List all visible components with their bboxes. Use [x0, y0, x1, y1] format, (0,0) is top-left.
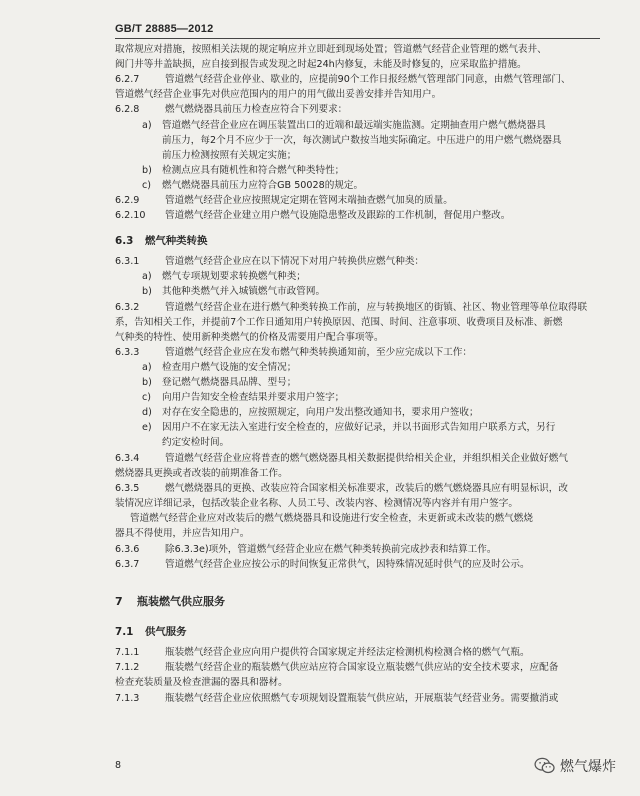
list-item-c: c) 燃气燃烧器具前压力应符合GB 50028的规定。 — [142, 180, 364, 191]
section-7-heading: 7 瓶装燃气供应服务 — [115, 595, 225, 608]
clause-6-3-2: 6.3.2 管道燃气经营企业在进行燃气种类转换工作前，应与转换地区的街镇、社区、物业管理等单位取得联 — [115, 302, 588, 313]
watermark-text: 燃气爆炸 — [560, 759, 616, 775]
text-line: 系，告知相关工作，并提前7个工作日通知用户转换原因、范围、时间、注意事项、收费项目及标准、新燃 — [115, 317, 563, 328]
page-number: 8 — [115, 760, 122, 771]
list-item-a: a) 管道燃气经营企业应在调压装置出口的近端和最远端实施监测。定期抽查用户燃气燃烧器具 — [142, 120, 546, 131]
clause-6-3-6: 6.3.6 除6.3.3e)项外，管道燃气经营企业应在燃气种类转换前完成抄表和结算工作。 — [115, 544, 497, 555]
clause-6-3-3: 6.3.3 管道燃气经营企业应在发布燃气种类转换通知前，至少应完成以下工作： — [115, 347, 472, 358]
standard-code: GB/T 28885—2012 — [115, 23, 214, 35]
text-line: 气种类的特性、使用新种类燃气的价格及需要用户配合事项等。 — [115, 332, 384, 343]
list-item-b: b) 登记燃气燃烧器具品牌、型号； — [142, 377, 297, 388]
wechat-icon — [534, 757, 556, 775]
clause-7-1-1: 7.1.1 瓶装燃气经营企业应向用户提供符合国家规定并经法定检测机构检测合格的燃气气瓶。 — [115, 647, 530, 658]
clause-6-2-10: 6.2.10 管道燃气经营企业建立用户燃气设施隐患整改及跟踪的工作机制，督促用户整改。 — [115, 210, 511, 221]
text-line: 装情况应详细记录，包括改装企业名称、人员工号、改装内容、检测情况等内容并有用户签字。 — [115, 498, 518, 509]
watermark — [534, 756, 616, 776]
clause-7-1-2: 7.1.2 瓶装燃气经营企业的瓶装燃气供应站应符合国家设立瓶装燃气供应站的安全技术要求，应配备 — [115, 662, 559, 673]
text-line: 前压力，每2个月不应少于一次，每次测试户数按当地实际确定。中压进户的用户燃气燃烧器具 — [162, 135, 562, 146]
clause-6-2-9: 6.2.9 管道燃气经营企业应按照规定定期在管网末端抽查燃气加臭的质量。 — [115, 195, 453, 206]
text-line: 管道燃气经营企业应对改装后的燃气燃烧器具和设施进行安全检查，未更新或未改装的燃气燃烧 — [130, 513, 533, 524]
header-rule — [115, 38, 600, 39]
text-line: 取常规应对措施，按照相关法规的规定响应并立即赶到现场处置；管道燃气经营企业管理的燃气表井、 — [115, 44, 547, 55]
text-line: 检查充装质量及检查泄漏的器具和器材。 — [115, 677, 288, 688]
clause-6-3-4: 6.3.4 管道燃气经营企业应将普查的燃气燃烧器具相关数据提供给相关企业，并组织相关企业做好燃气 — [115, 453, 568, 464]
text-line: 前压力检测按照有关规定实施； — [162, 150, 297, 161]
text-line: 器具不得使用，并应告知用户。 — [115, 528, 250, 539]
clause-6-3-1: 6.3.1 管道燃气经营企业应在以下情况下对用户转换供应燃气种类： — [115, 256, 425, 267]
clause-6-3-7: 6.3.7 管道燃气经营企业应按公示的时间恢复正常供气，因特殊情况延时供气的应及时公示。 — [115, 559, 530, 570]
section-7-1-heading: 7.1 供气服务 — [115, 626, 187, 638]
clause-6-2-8: 6.2.8 燃气燃烧器具前压力检查应符合下列要求： — [115, 104, 348, 115]
list-item-a: a) 燃气专项规划要求转换燃气种类； — [142, 271, 306, 282]
list-item-a: a) 检查用户燃气设施的安全情况； — [142, 362, 297, 373]
list-item-b: b) 检测点应具有随机性和符合燃气种类特性； — [142, 165, 345, 176]
list-item-b: b) 其他种类燃气并入城镇燃气市政管网。 — [142, 286, 326, 297]
clause-7-1-3: 7.1.3 瓶装燃气经营企业应依照燃气专项规划设置瓶装气供应站，开展瓶装气经营业务。需要撤消或 — [115, 693, 559, 704]
text-line: 阀门井等井盖缺损，应自接到报告或发现之时起24h内修复，未能及时修复的，应采取监护措施。 — [115, 59, 527, 70]
clause-6-2-7: 6.2.7 管道燃气经营企业停业、歇业的，应提前90个工作日报经燃气管理部门同意，由燃气管理部门、 — [115, 74, 571, 85]
section-6-3-heading: 6.3 燃气种类转换 — [115, 235, 208, 247]
text-line: 管道燃气经营企业事先对供应范围内的用户的用气做出妥善安排并告知用户。 — [115, 89, 442, 100]
text-line: 燃烧器具更换或者改装的前期准备工作。 — [115, 468, 288, 479]
text-line: 约定安检时间。 — [162, 437, 230, 448]
list-item-d: d) 对存在安全隐患的，应按照规定，向用户发出整改通知书，要求用户签收； — [142, 407, 479, 418]
list-item-e: e) 因用户不在家无法入室进行安全检查的，应做好记录，并以书面形式告知用户联系方式，另行 — [142, 422, 556, 433]
list-item-c: c) 向用户告知安全检查结果并要求用户签字； — [142, 392, 345, 403]
clause-6-3-5: 6.3.5 燃气燃烧器具的更换、改装应符合国家相关标准要求，改装后的燃气燃烧器具应有明显标识，改 — [115, 483, 568, 494]
